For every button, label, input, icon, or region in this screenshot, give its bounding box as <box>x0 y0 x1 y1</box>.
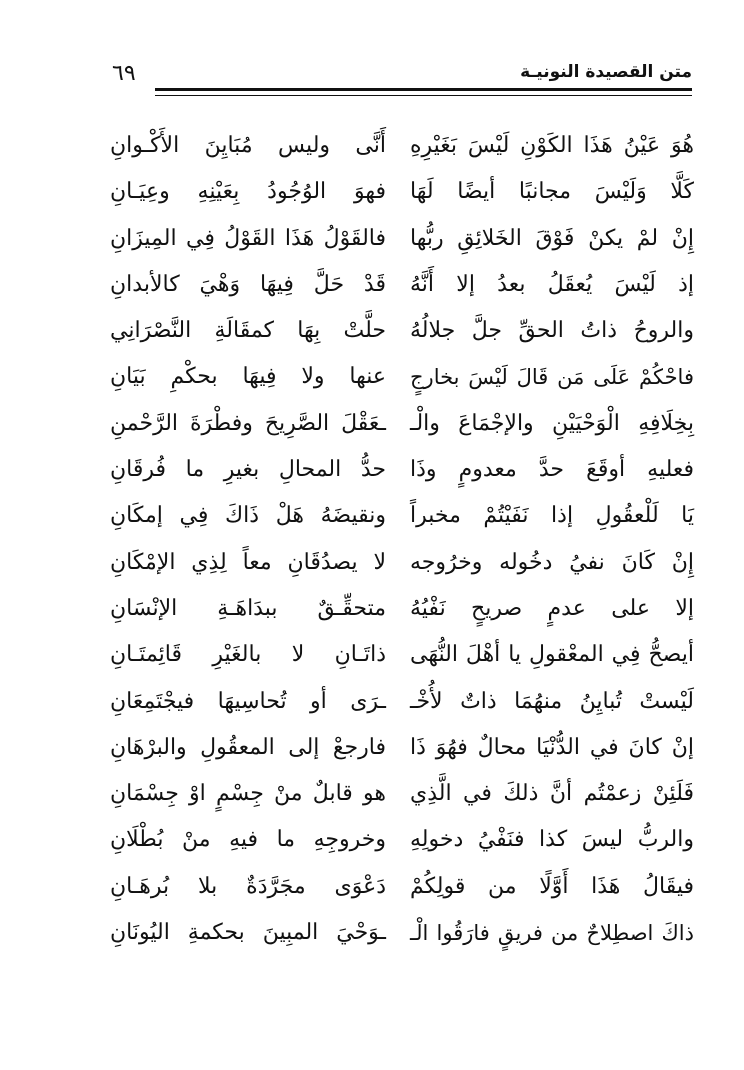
first-hemistich: فعليهِ أوقَعَ حدَّ معدومٍ وذَا <box>410 457 694 483</box>
verse <box>110 172 694 218</box>
verse <box>110 589 694 635</box>
second-hemistich: ـرَى أو تُحاسِيهَا فيجْتَمِعَانِ <box>110 688 386 714</box>
running-title: متن القصيدة النونيـة <box>520 62 692 82</box>
second-hemistich: هو قابلٌ منْ جِسْمٍ اوْ جِسْمَانِ <box>110 781 386 807</box>
header-rule-thick <box>155 88 692 91</box>
verse <box>110 913 694 959</box>
verse <box>110 126 694 172</box>
second-hemistich: فارجعْ إلى المعقُولِ والبرْهَانِ <box>110 734 386 760</box>
verse <box>110 635 694 681</box>
second-hemistich: ـوَحْيَ المبِينَ بحكمةِ اليُونَانِ <box>110 920 386 946</box>
first-hemistich: والروحُ ذاتُ الحقِّ جلَّ جلالُهُ <box>410 318 694 344</box>
second-hemistich: ـعَقْلَ الصَّرِيحَ وفطْرَةَ الرَّحْمنِ <box>110 410 386 436</box>
first-hemistich: والربُّ ليسَ كذا فنَفْيُ دخولِهِ <box>410 827 694 853</box>
second-hemistich: لا يصدُقَانِ معاً لِذِي الإمْكَانِ <box>110 549 386 575</box>
second-hemistich: قَدْ حَلَّ فِيهَا وَهْيَ كالأبدانِ <box>110 271 386 297</box>
header-rule-thin <box>155 95 692 96</box>
first-hemistich: فيقَالُ هَذَا أَوَّلًا من قولِكُمْ <box>410 873 694 899</box>
verse <box>110 311 694 357</box>
second-hemistich: أَنَّى وليس مُبَايِنَ الأَكْـوانِ <box>110 133 386 158</box>
first-hemistich: إِنْ كَانَ نفيُ دخُوله وخرُوجه <box>410 549 694 575</box>
first-hemistich: فاحْكُمْ عَلَى مَن قَالَ لَيْسَ بخارجٍ <box>410 365 694 390</box>
first-hemistich: فَلَئِنْ زعمْتُم أنَّ ذلكَ في الَّذِي <box>410 781 694 807</box>
second-hemistich: حدُّ المحالِ بغيرِ ما فُرقَانِ <box>110 457 386 483</box>
poem-verses <box>110 126 694 959</box>
page-header <box>112 60 692 84</box>
first-hemistich: إلا على عدمٍ صريحٍ نَفْيُهُ <box>410 595 694 621</box>
verse <box>110 774 694 820</box>
second-hemistich: عنها ولا فِيهَا بحكْمِ بَيَانِ <box>110 364 386 390</box>
verse <box>110 867 694 913</box>
first-hemistich: إذ لَيْسَ يُعقَلُ بعدُ إلا أَنَّهُ <box>410 271 694 297</box>
first-hemistich: أيصحُّ فِي المعْقولِ يا أهْلَ النُّهَى <box>410 642 694 668</box>
first-hemistich: كَلَّا وَلَيْسَ مجانبًا أيضًا لَهَا <box>410 179 694 205</box>
second-hemistich: ذاتَـانِ لا بالغَيْرِ قَائِمتَـانِ <box>110 642 386 668</box>
second-hemistich: فهوَ الوُجُودُ بِعَيْنِهِ وعِيَـانِ <box>110 179 386 205</box>
verse <box>110 682 694 728</box>
second-hemistich: ونقيضَهُ هَلْ ذَاكَ فِي إمكَانِ <box>110 503 386 529</box>
first-hemistich: إنْ كانَ في الدُّنْيَا محالٌ فهُوَ ذَا <box>410 734 694 760</box>
verse <box>110 496 694 542</box>
second-hemistich: فالقَوْلُ هَذَا القَوْلُ فِي المِيزَانِ <box>110 225 386 251</box>
second-hemistich: متحقِّـقٌ ببدَاهَـةِ الإنْسَانِ <box>110 595 386 621</box>
verse <box>110 450 694 496</box>
verse <box>110 265 694 311</box>
first-hemistich: إِنْ لمْ يكنْ فَوْقَ الخَلائِقِ ربُّها <box>410 225 694 251</box>
verse <box>110 357 694 403</box>
first-hemistich: ذاكَ اصطِلاحٌ من فريقٍ فارَقُوا الْـ <box>410 921 694 946</box>
first-hemistich: بِخِلَافِهِ الْوَحْيَيْنِ والإجْمَاعَ والْـ <box>410 410 694 436</box>
first-hemistich: يَا لَلْعقُولِ إذا نَفَيْتُمْ مخبراً <box>410 503 694 529</box>
verse <box>110 728 694 774</box>
page-number: ٦٩ <box>112 61 136 86</box>
verse <box>110 219 694 265</box>
second-hemistich: حلَّتْ بِهَا كمقَالَةِ النَّصْرَانِي <box>110 318 386 344</box>
verse <box>110 820 694 866</box>
second-hemistich: وخروجِهِ ما فيهِ منْ بُطْلَانِ <box>110 827 386 853</box>
verse <box>110 404 694 450</box>
second-hemistich: دَعْوَى مجَرَّدَةٌ بلا بُرهَـانِ <box>110 873 386 899</box>
first-hemistich: هُوَ عَيْنُ هَذَا الكَوْنِ لَيْسَ بَغَيْرِهِ <box>410 133 694 158</box>
verse <box>110 543 694 589</box>
first-hemistich: لَيْستْ تُبايِنُ منهُمَا ذاتٌ لأُخْـ <box>410 688 694 714</box>
